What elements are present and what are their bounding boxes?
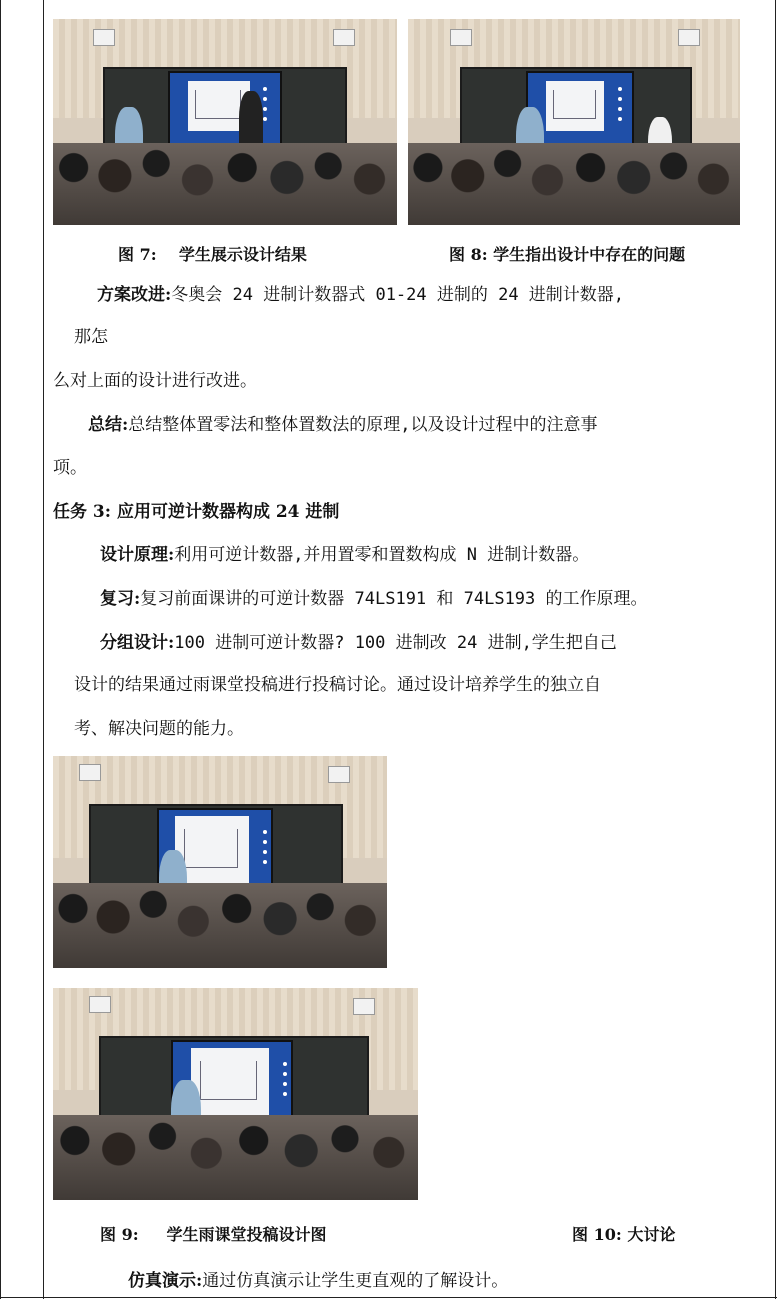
paragraph-improve-line3: 么对上面的设计进行改进。 [53, 371, 257, 391]
figure-caption-fig9 [100, 1222, 327, 1245]
paragraph-summary [88, 410, 598, 435]
paragraph-improve-line2: 那怎 [74, 327, 108, 347]
paragraph-text: 复习前面课讲的可逆计数器 74LS191 和 74LS193 的工作原理。 [140, 589, 648, 609]
paragraph-principle [100, 540, 589, 565]
paragraph-label: 方案改进: [97, 285, 172, 305]
task3-heading: 任务 3: 应用可逆计数器构成 24 进制 [53, 502, 340, 522]
figure-number: 图 9: [100, 1225, 139, 1244]
paragraph-label: 仿真演示: [128, 1271, 203, 1291]
figure-text: 学生展示设计结果 [178, 245, 307, 264]
table-border-left [0, 0, 1, 1299]
paragraph-simulation [128, 1266, 508, 1291]
paragraph-review [100, 584, 648, 609]
paragraph-text: 利用可逆计数器,并用置零和置数构成 N 进制计数器。 [174, 545, 590, 565]
figure-number: 图 7: [118, 245, 157, 264]
paragraph-label: 设计原理: [100, 545, 175, 565]
table-border-bottom [0, 1297, 777, 1298]
paragraph-text: 通过仿真演示让学生更直观的了解设计。 [202, 1271, 509, 1291]
paragraph-text: 100 进制可逆计数器? 100 进制改 24 进制,学生把自己 [174, 633, 617, 653]
figure-text: 学生雨课堂投稿设计图 [166, 1225, 327, 1244]
classroom-photo-fig10 [53, 988, 418, 1200]
paragraph-group-line2: 设计的结果通过雨课堂投稿进行投稿讨论。通过设计培养学生的独立自 [74, 675, 601, 695]
paragraph-improve [97, 280, 624, 305]
classroom-photo-fig7 [53, 19, 397, 225]
paragraph-label: 复习: [100, 589, 141, 609]
paragraph-label: 总结: [88, 415, 129, 435]
paragraph-text: 总结整体置零法和整体置数法的原理,以及设计过程中的注意事 [128, 415, 598, 435]
paragraph-text: 冬奥会 24 进制计数器式 01-24 进制的 24 进制计数器, [171, 285, 625, 305]
table-border-inner [43, 0, 44, 1299]
classroom-photo-fig8 [408, 19, 740, 225]
figure-caption-fig10: 图 10: 大讨论 [572, 1225, 676, 1244]
paragraph-group [100, 628, 617, 653]
paragraph-summary-line2: 项。 [53, 458, 87, 478]
paragraph-label: 分组设计: [100, 633, 175, 653]
figure-caption-fig7 [118, 242, 307, 265]
classroom-photo-fig9 [53, 756, 387, 968]
figure-caption-fig8: 图 8: 学生指出设计中存在的问题 [449, 245, 686, 264]
paragraph-group-line3: 考、解决问题的能力。 [74, 719, 244, 739]
table-border-right [775, 0, 776, 1299]
